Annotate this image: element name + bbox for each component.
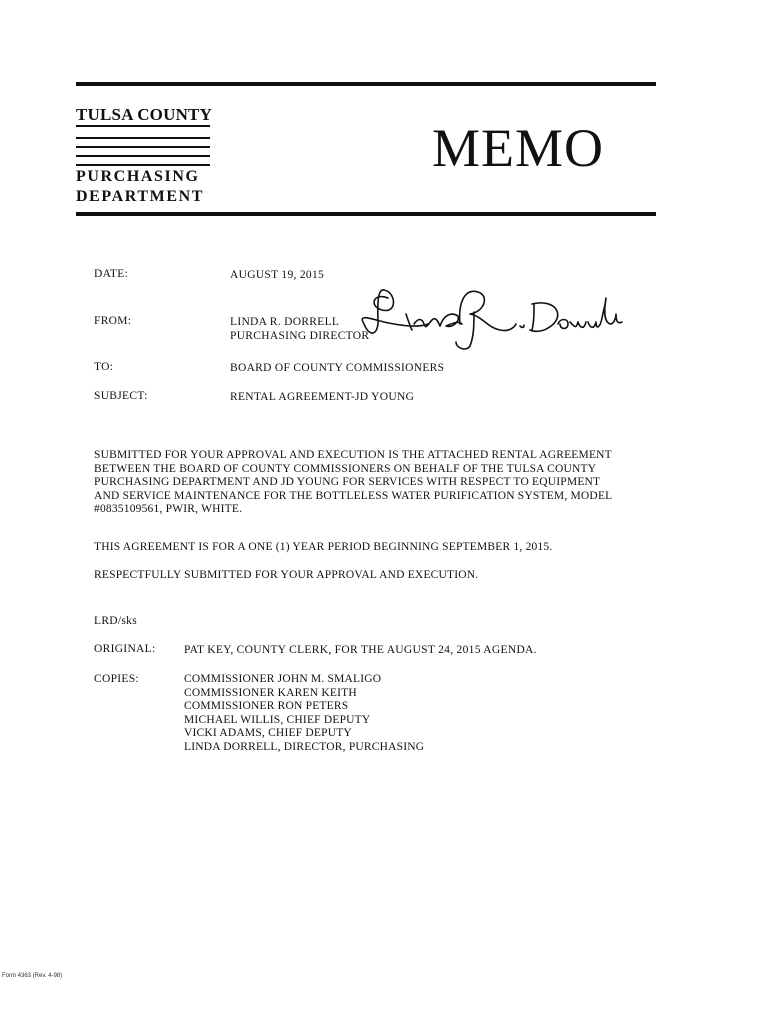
subject-label: SUBJECT:: [94, 390, 148, 402]
body-paragraph-2: THIS AGREEMENT IS FOR A ONE (1) YEAR PERIOD BEGINNING SEPTEMBER 1, 2015.: [94, 541, 553, 553]
org-line-2: [76, 146, 210, 148]
list-item: MICHAEL WILLIS, CHIEF DEPUTY: [184, 713, 371, 726]
list-item: COMMISSIONER KAREN KEITH: [184, 686, 357, 699]
subject-value: RENTAL AGREEMENT-JD YOUNG: [230, 391, 415, 403]
from-label: FROM:: [94, 315, 132, 327]
org-line-4: [76, 164, 210, 166]
org-name: TULSA COUNTY: [76, 105, 213, 124]
date-value: AUGUST 19, 2015: [230, 269, 325, 281]
dept-line-2: DEPARTMENT: [76, 188, 205, 205]
top-rule: [76, 82, 656, 86]
date-label: DATE:: [94, 268, 129, 280]
signature-image: [348, 284, 623, 354]
org-line-3: [76, 155, 210, 157]
to-label: TO:: [94, 361, 114, 373]
copies-label: COPIES:: [94, 673, 139, 685]
initials: LRD/sks: [94, 615, 137, 627]
original-value: PAT KEY, COUNTY CLERK, FOR THE AUGUST 24, 2015 AGENDA.: [184, 644, 537, 656]
from-name: LINDA R. DORRELL: [230, 316, 340, 328]
original-label: ORIGINAL:: [94, 643, 156, 655]
form-number: Form 4363 (Rev. 4-98): [2, 973, 63, 979]
list-item: LINDA DORRELL, DIRECTOR, PURCHASING: [184, 740, 425, 753]
bottom-rule: [76, 212, 656, 216]
list-item: COMMISSIONER JOHN M. SMALIGO: [184, 673, 382, 685]
from-title: PURCHASING DIRECTOR: [230, 330, 370, 342]
to-value: BOARD OF COUNTY COMMISSIONERS: [230, 362, 445, 374]
copies-list: [184, 673, 424, 755]
org-underline: [76, 125, 210, 127]
list-item: VICKI ADAMS, CHIEF DEPUTY: [184, 727, 352, 740]
memo-title: MEMO: [432, 118, 605, 178]
body-paragraph-1: SUBMITTED FOR YOUR APPROVAL AND EXECUTION IS THE ATTACHED RENTAL AGREEMENT BETWEEN THE BOARD OF COUNTY COMMISSIONERS ON BEHALF OF THE TULSA COUNTY PURCHASING DEPARTMENT AND JD YOUNG FOR SERVICES WITH RESPECT TO EQUIPMENT AND SERVICE MAINTENANCE FOR THE BOTTLELESS WATER PURIFICATION SYSTEM, MODEL #0835109561, PWIR, WHITE.: [94, 449, 612, 516]
dept-line-1: PURCHASING: [76, 168, 200, 185]
body-paragraph-3: RESPECTFULLY SUBMITTED FOR YOUR APPROVAL AND EXECUTION.: [94, 569, 479, 581]
org-line-1: [76, 137, 210, 139]
list-item: COMMISSIONER RON PETERS: [184, 700, 349, 713]
